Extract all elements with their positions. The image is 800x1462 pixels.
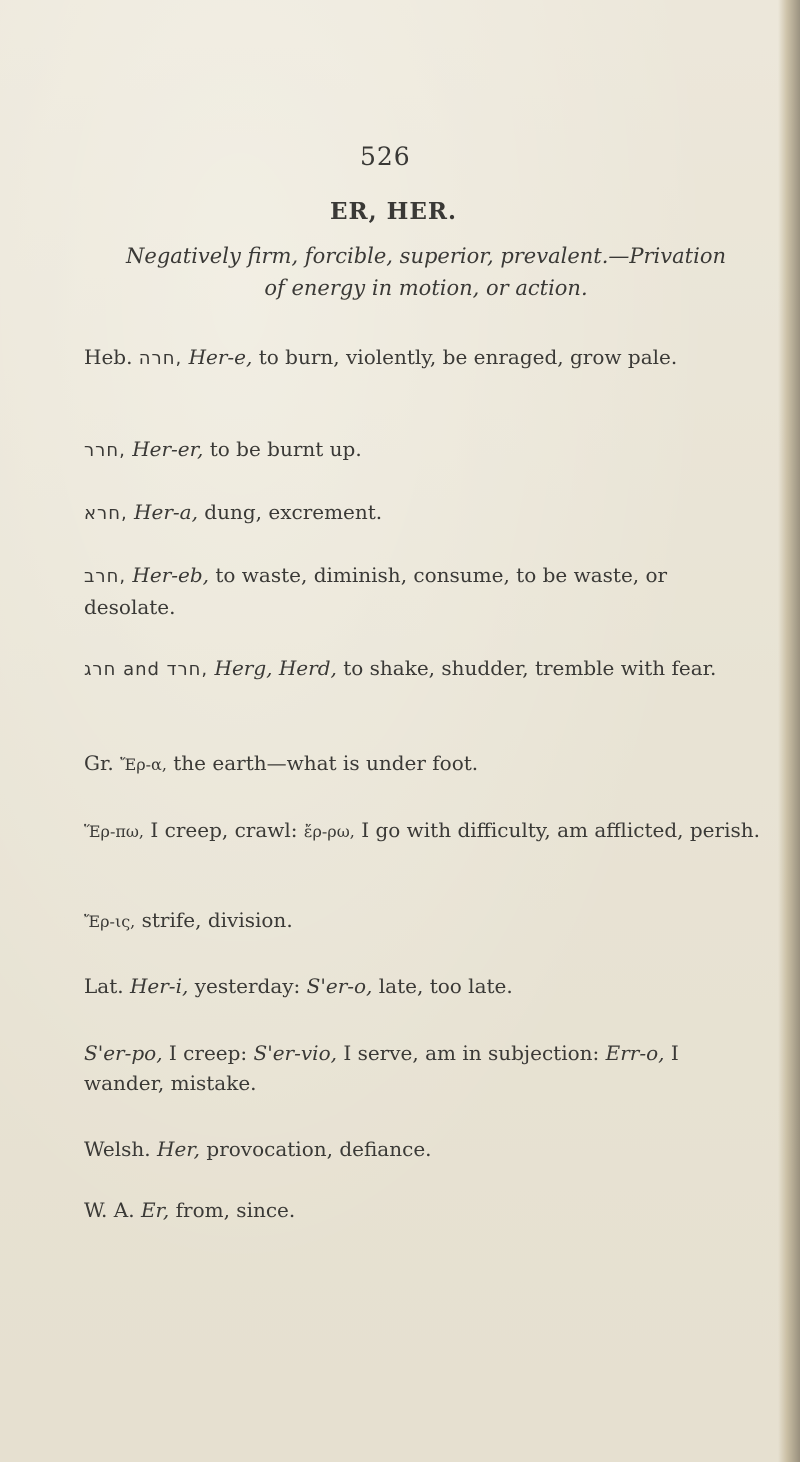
- gloss: to shake, shudder, tremble with fear.: [343, 656, 717, 680]
- gloss: dung, excrement.: [204, 500, 383, 524]
- entry-heb-her-eb: [84, 560, 764, 622]
- greek-word: Ἔρ-ις,: [84, 912, 136, 931]
- entry-welsh-her: [84, 1134, 764, 1164]
- subtitle-line-1: Negatively firm, forcible, superior, prevalent.—Privation: [126, 244, 726, 268]
- subtitle-line-2: of energy in motion, or action.: [264, 276, 588, 300]
- page-number: 526: [360, 142, 411, 171]
- entry-gr-era: [84, 748, 764, 780]
- gloss: strife, division.: [141, 908, 293, 932]
- gloss-2: I serve, am in subjection:: [343, 1041, 600, 1065]
- gloss: yesterday:: [194, 974, 301, 998]
- gloss-2: late, too late.: [378, 974, 513, 998]
- gloss-2: I go with difficulty, am afflicted, perish.: [361, 818, 760, 842]
- transliteration: Her-er,: [132, 437, 204, 461]
- hebrew-word: חרר,: [84, 440, 126, 461]
- entry-lat-heri: [84, 971, 764, 1001]
- entry-heb-herg-herd: [84, 653, 764, 685]
- hebrew-words: חרג and חרד,: [84, 659, 209, 680]
- language-label: W. A.: [84, 1198, 135, 1222]
- entry-lat-serpo: [84, 1038, 764, 1098]
- gloss-3: I wander, mistake.: [84, 1041, 679, 1095]
- entry-heb-her-a: [84, 497, 764, 529]
- gloss: from, since.: [175, 1198, 296, 1222]
- gloss: the earth—what is under foot.: [173, 751, 479, 775]
- greek-word: Ἔρ-α,: [120, 755, 167, 774]
- gloss: to waste, diminish, consume, to be waste, or desolate.: [84, 563, 668, 619]
- transliteration: Er,: [140, 1198, 170, 1222]
- language-label: Gr.: [84, 751, 114, 775]
- entry-heb-her-er: [84, 434, 764, 466]
- transliteration: Her,: [157, 1137, 201, 1161]
- entry-gr-eris: [84, 905, 764, 937]
- transliteration: Her-e,: [188, 345, 253, 369]
- transliteration-2: S'er-o,: [306, 974, 373, 998]
- gloss: I creep:: [168, 1041, 248, 1065]
- language-label: Heb.: [84, 345, 133, 369]
- page-heading: ER, HER.: [330, 198, 458, 225]
- language-label: Lat.: [84, 974, 124, 998]
- gloss: to burn, violently, be enraged, grow pale.: [258, 345, 678, 369]
- gloss: I creep, crawl:: [150, 818, 298, 842]
- hebrew-word: חרא,: [84, 503, 128, 524]
- entry-heb-her-e: [84, 342, 764, 374]
- entry-gr-herpo: [84, 815, 764, 847]
- hebrew-word: חרב,: [84, 566, 127, 587]
- page-edge-shadow: [778, 0, 800, 1462]
- transliteration-2: S'er-vio,: [253, 1041, 337, 1065]
- gloss: to be burnt up.: [209, 437, 362, 461]
- transliteration: Herg, Herd,: [214, 656, 337, 680]
- greek-word-2: ἔρ-ρω,: [303, 822, 355, 841]
- subtitle: [96, 240, 756, 304]
- transliteration: S'er-po,: [84, 1041, 163, 1065]
- transliteration: Her-i,: [129, 974, 189, 998]
- transliteration: Her-a,: [134, 500, 198, 524]
- gloss: provocation, defiance.: [206, 1137, 432, 1161]
- hebrew-word: חרה,: [138, 348, 183, 369]
- entry-wa-er: [84, 1195, 764, 1225]
- transliteration: Her-eb,: [132, 563, 210, 587]
- greek-word: Ἕρ-πω,: [84, 822, 145, 841]
- transliteration-3: Err-o,: [605, 1041, 665, 1065]
- language-label: Welsh.: [84, 1137, 151, 1161]
